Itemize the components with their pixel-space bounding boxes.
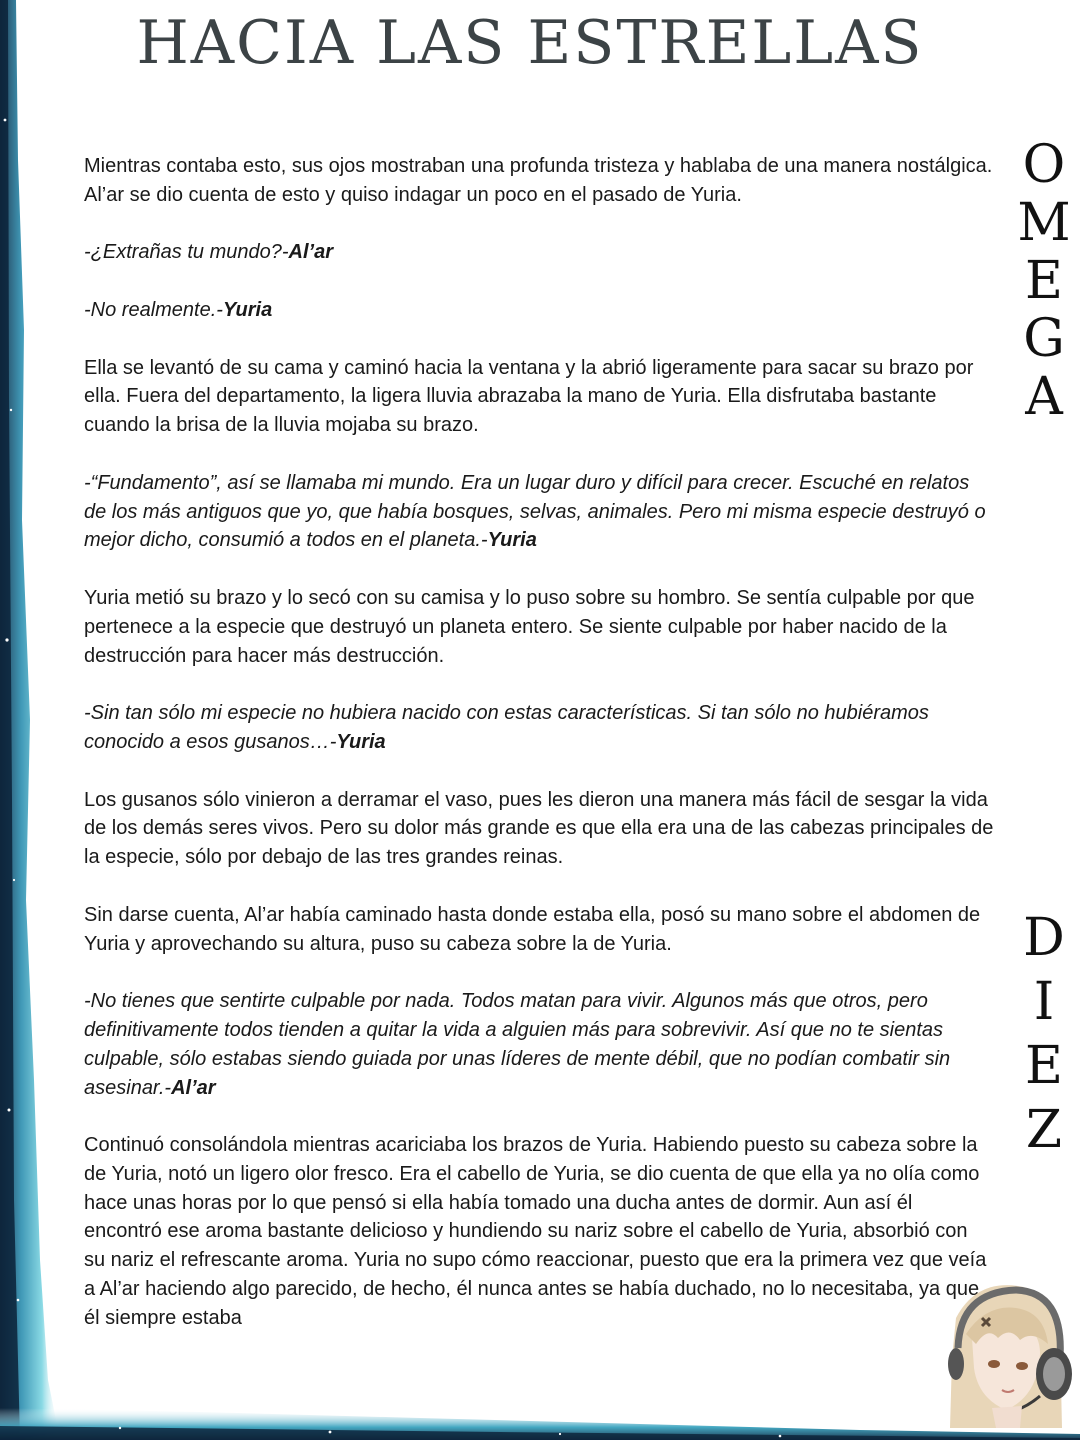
dialogue-text: -“Fundamento”, así se llamaba mi mundo. Era un lugar duro y difícil para crecer. Escuché en relatos de los más antiguos que yo, que había bosques, selvas, animales. Pero mi misma especie destruyó o mejor dicho, consumió a todos en el planeta.- bbox=[84, 471, 986, 552]
side-letter: Z bbox=[1025, 1100, 1063, 1160]
dialogue-speaker: Yuria bbox=[336, 730, 386, 753]
dialogue-line bbox=[84, 296, 994, 325]
anime-girl-with-headphones-icon bbox=[936, 1278, 1076, 1438]
side-letter: M bbox=[1017, 193, 1071, 253]
narration-paragraph: Continuó consolándola mientras acariciaba los brazos de Yuria. Habiendo puesto su cabeza sobre la de Yuria, notó un ligero olor fresco. Era el cabello de Yuria, se dio cuenta de que ella ya no olía como hace unas horas por lo que pensó si ella había tomado una ducha antes de dormir. Aun así él encontró ese aroma bastante delicioso y hundiendo su nariz sobre el cabello de Yuria, absorbió con su nariz el refrescante aroma. Yuria no supo cómo reaccionar, puesto que era la primera vez que veía a Al’ar haciendo algo parecido, de hecho, él nunca antes se había duchado, no lo necesitaba, ya que él siempre estaba bbox=[84, 1134, 987, 1329]
side-letter: E bbox=[1025, 1036, 1063, 1096]
dialogue-text: -Sin tan sólo mi especie no hubiera nacido con estas características. Si tan sólo no hubiéramos conocido a esos gusanos…- bbox=[84, 702, 929, 753]
dialogue-text: -No realmente.- bbox=[84, 298, 223, 321]
narration-paragraph: Sin darse cuenta, Al’ar había caminado hasta donde estaba ella, posó su mano sobre el abdomen de Yuria y aprovechando su altura, puso su cabeza sobre la de Yuria. bbox=[84, 903, 981, 955]
story-body bbox=[84, 152, 994, 1361]
side-label-omega bbox=[1012, 136, 1076, 426]
dialogue-line bbox=[84, 469, 994, 555]
side-letter: A bbox=[1025, 367, 1063, 427]
dialogue-speaker: Al’ar bbox=[288, 241, 333, 264]
narration-paragraph: Mientras contaba esto, sus ojos mostraban una profunda tristeza y hablaba de una manera nostálgica. Al’ar se dio cuenta de esto y quiso indagar un poco en el pasado de Yuria. bbox=[84, 155, 993, 206]
dialogue-speaker: Al’ar bbox=[171, 1076, 216, 1099]
dialogue-speaker: Yuria bbox=[487, 529, 537, 552]
dialogue-line bbox=[84, 699, 994, 757]
narration-paragraph: Los gusanos sólo vinieron a derramar el vaso, pues les dieron una manera más fácil de sesgar la vida de los demás seres vivos. Pero su dolor más grande es que ella era una de las cabezas principales de la especie, sólo por debajo de las tres grandes reinas. bbox=[84, 788, 994, 869]
side-letter: I bbox=[1033, 972, 1055, 1032]
side-letter: E bbox=[1025, 251, 1063, 311]
page-title: HACIA LAS ESTRELLAS bbox=[136, 8, 924, 78]
narration-paragraph: Yuria metió su brazo y lo secó con su camisa y lo puso sobre su hombro. Se sentía culpable por que pertenece a la especie que destruyó un planeta entero. Se siente culpable por haber nacido de la destrucción para hacer más destrucción. bbox=[84, 586, 975, 667]
narration-paragraph: Ella se levantó de su cama y caminó hacia la ventana y la abrió ligeramente para sacar su brazo por ella. Fuera del departamento, la ligera lluvia abrazaba la mano de Yuria. Ella disfrutaba bastante cuando la brisa de la lluvia mojaba su brazo. bbox=[84, 356, 974, 437]
side-label-diez bbox=[1012, 906, 1076, 1162]
dialogue-line bbox=[84, 238, 994, 267]
side-letter: D bbox=[1023, 908, 1065, 968]
dialogue-text: -No tienes que sentirte culpable por nada. Todos matan para vivir. Algunos más que otros, pero definitivamente todos tienden a quitar la vida a alguien más para sobrevivir. Así que no te sientas culpable, sólo estabas siendo guiada por unas líderes de mente débil, que no podían combatir sin asesinar.- bbox=[84, 990, 951, 1099]
dialogue-line bbox=[84, 987, 994, 1102]
dialogue-speaker: Yuria bbox=[222, 298, 273, 321]
side-letter: O bbox=[1022, 135, 1066, 195]
side-letter: G bbox=[1023, 309, 1065, 369]
dialogue-text: -¿Extrañas tu mundo?- bbox=[84, 241, 289, 264]
